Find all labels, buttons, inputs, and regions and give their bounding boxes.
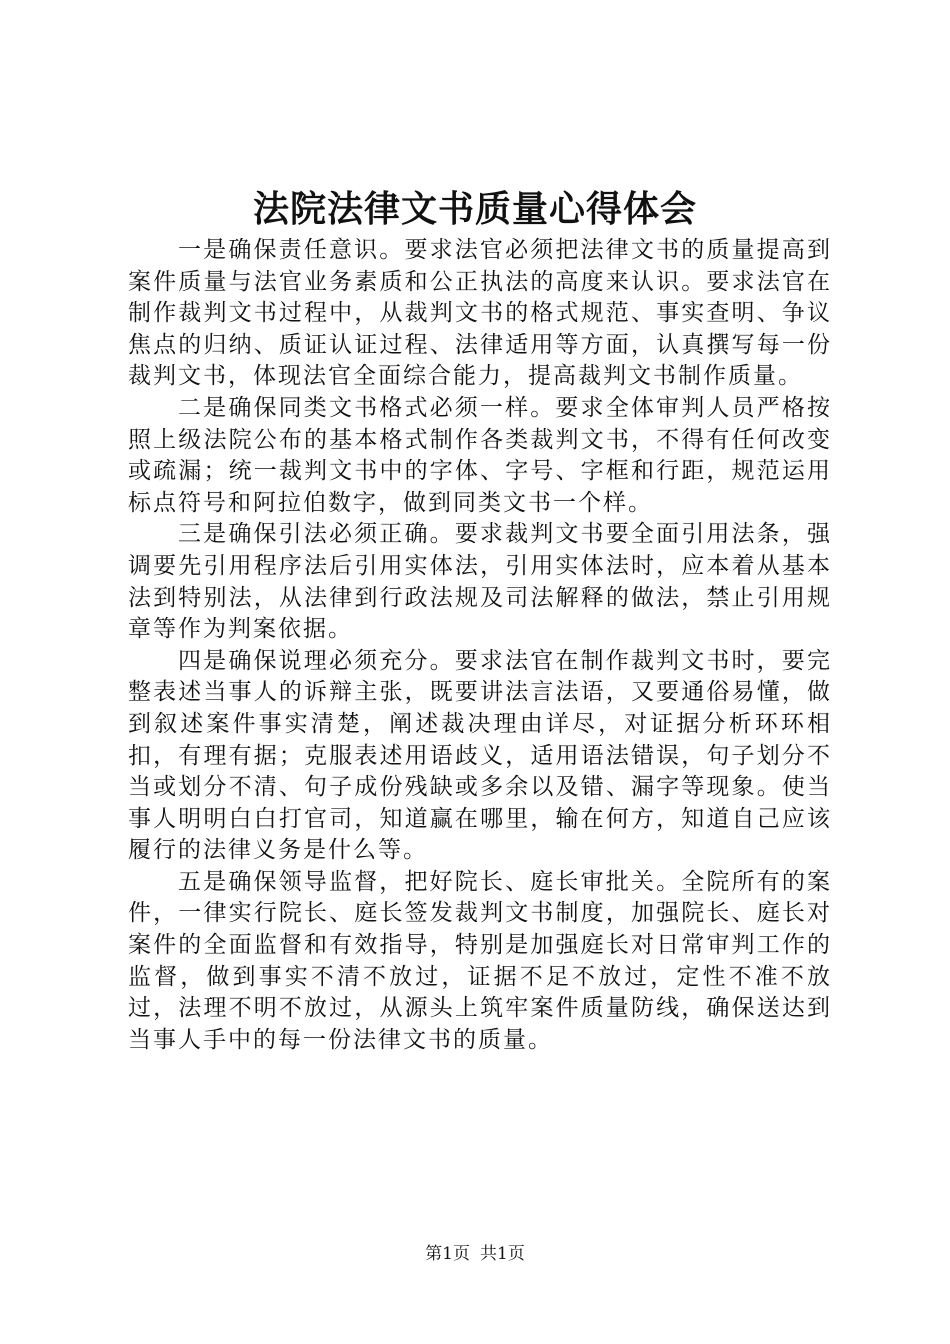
paragraph-1: 一是确保责任意识。要求法官必须把法律文书的质量提高到案件质量与法官业务素质和公正执法的高度来认识。要求法官在制作裁判文书过程中，从裁判文书的格式规范、事实查明、争议焦点的归纳、质证认证过程、法律适用等方面，认真撰写每一份裁判文书，体现法官全面综合能力，提高裁判文书制作质量。 bbox=[128, 237, 832, 390]
document-title: 法院法律文书质量心得体会 bbox=[252, 188, 697, 230]
paragraph-5: 五是确保领导监督，把好院长、庭长审批关。全院所有的案件，一律实行院长、庭长签发裁判文书制度，加强院长、庭长对案件的全面监督和有效指导，特别是加强庭长对日常审判工作的监督，做到事实不清不放过，证据不足不放过，定性不准不放过，法理不明不放过，从源头上筑牢案件质量防线，确保送达到当事人手中的每一份法律文书的质量。 bbox=[128, 868, 832, 1053]
paragraph-2: 二是确保同类文书格式必须一样。要求全体审判人员严格按照上级法院公布的基本格式制作各类裁判文书，不得有任何改变或疏漏；统一裁判文书中的字体、字号、字框和行距，规范运用标点符号和阿拉伯数字，做到同类文书一个样。 bbox=[128, 394, 832, 516]
paragraph-4: 四是确保说理必须充分。要求法官在制作裁判文书时，要完整表述当事人的诉辩主张，既要讲法言法语，又要通俗易懂，做到叙述案件事实清楚，阐述裁决理由详尽，对证据分析环环相扣，有理有据；克服表述用语歧义，适用语法错误，句子划分不当或划分不清、句子成份残缺或多余以及错、漏字等现象。使当事人明明白白打官司，知道赢在哪里，输在何方，知道自己应该履行的法律义务是什么等。 bbox=[128, 647, 832, 864]
page-total: 共1页 bbox=[480, 1244, 525, 1264]
page-number: 第1页 bbox=[425, 1244, 470, 1264]
document-body bbox=[128, 235, 832, 1056]
page-footer bbox=[0, 1242, 950, 1266]
paragraph-3: 三是确保引法必须正确。要求裁判文书要全面引用法条，强调要先引用程序法后引用实体法，引用实体法时，应本着从基本法到特别法，从法律到行政法规及司法解释的做法，禁止引用规章等作为判案依据。 bbox=[128, 521, 832, 643]
